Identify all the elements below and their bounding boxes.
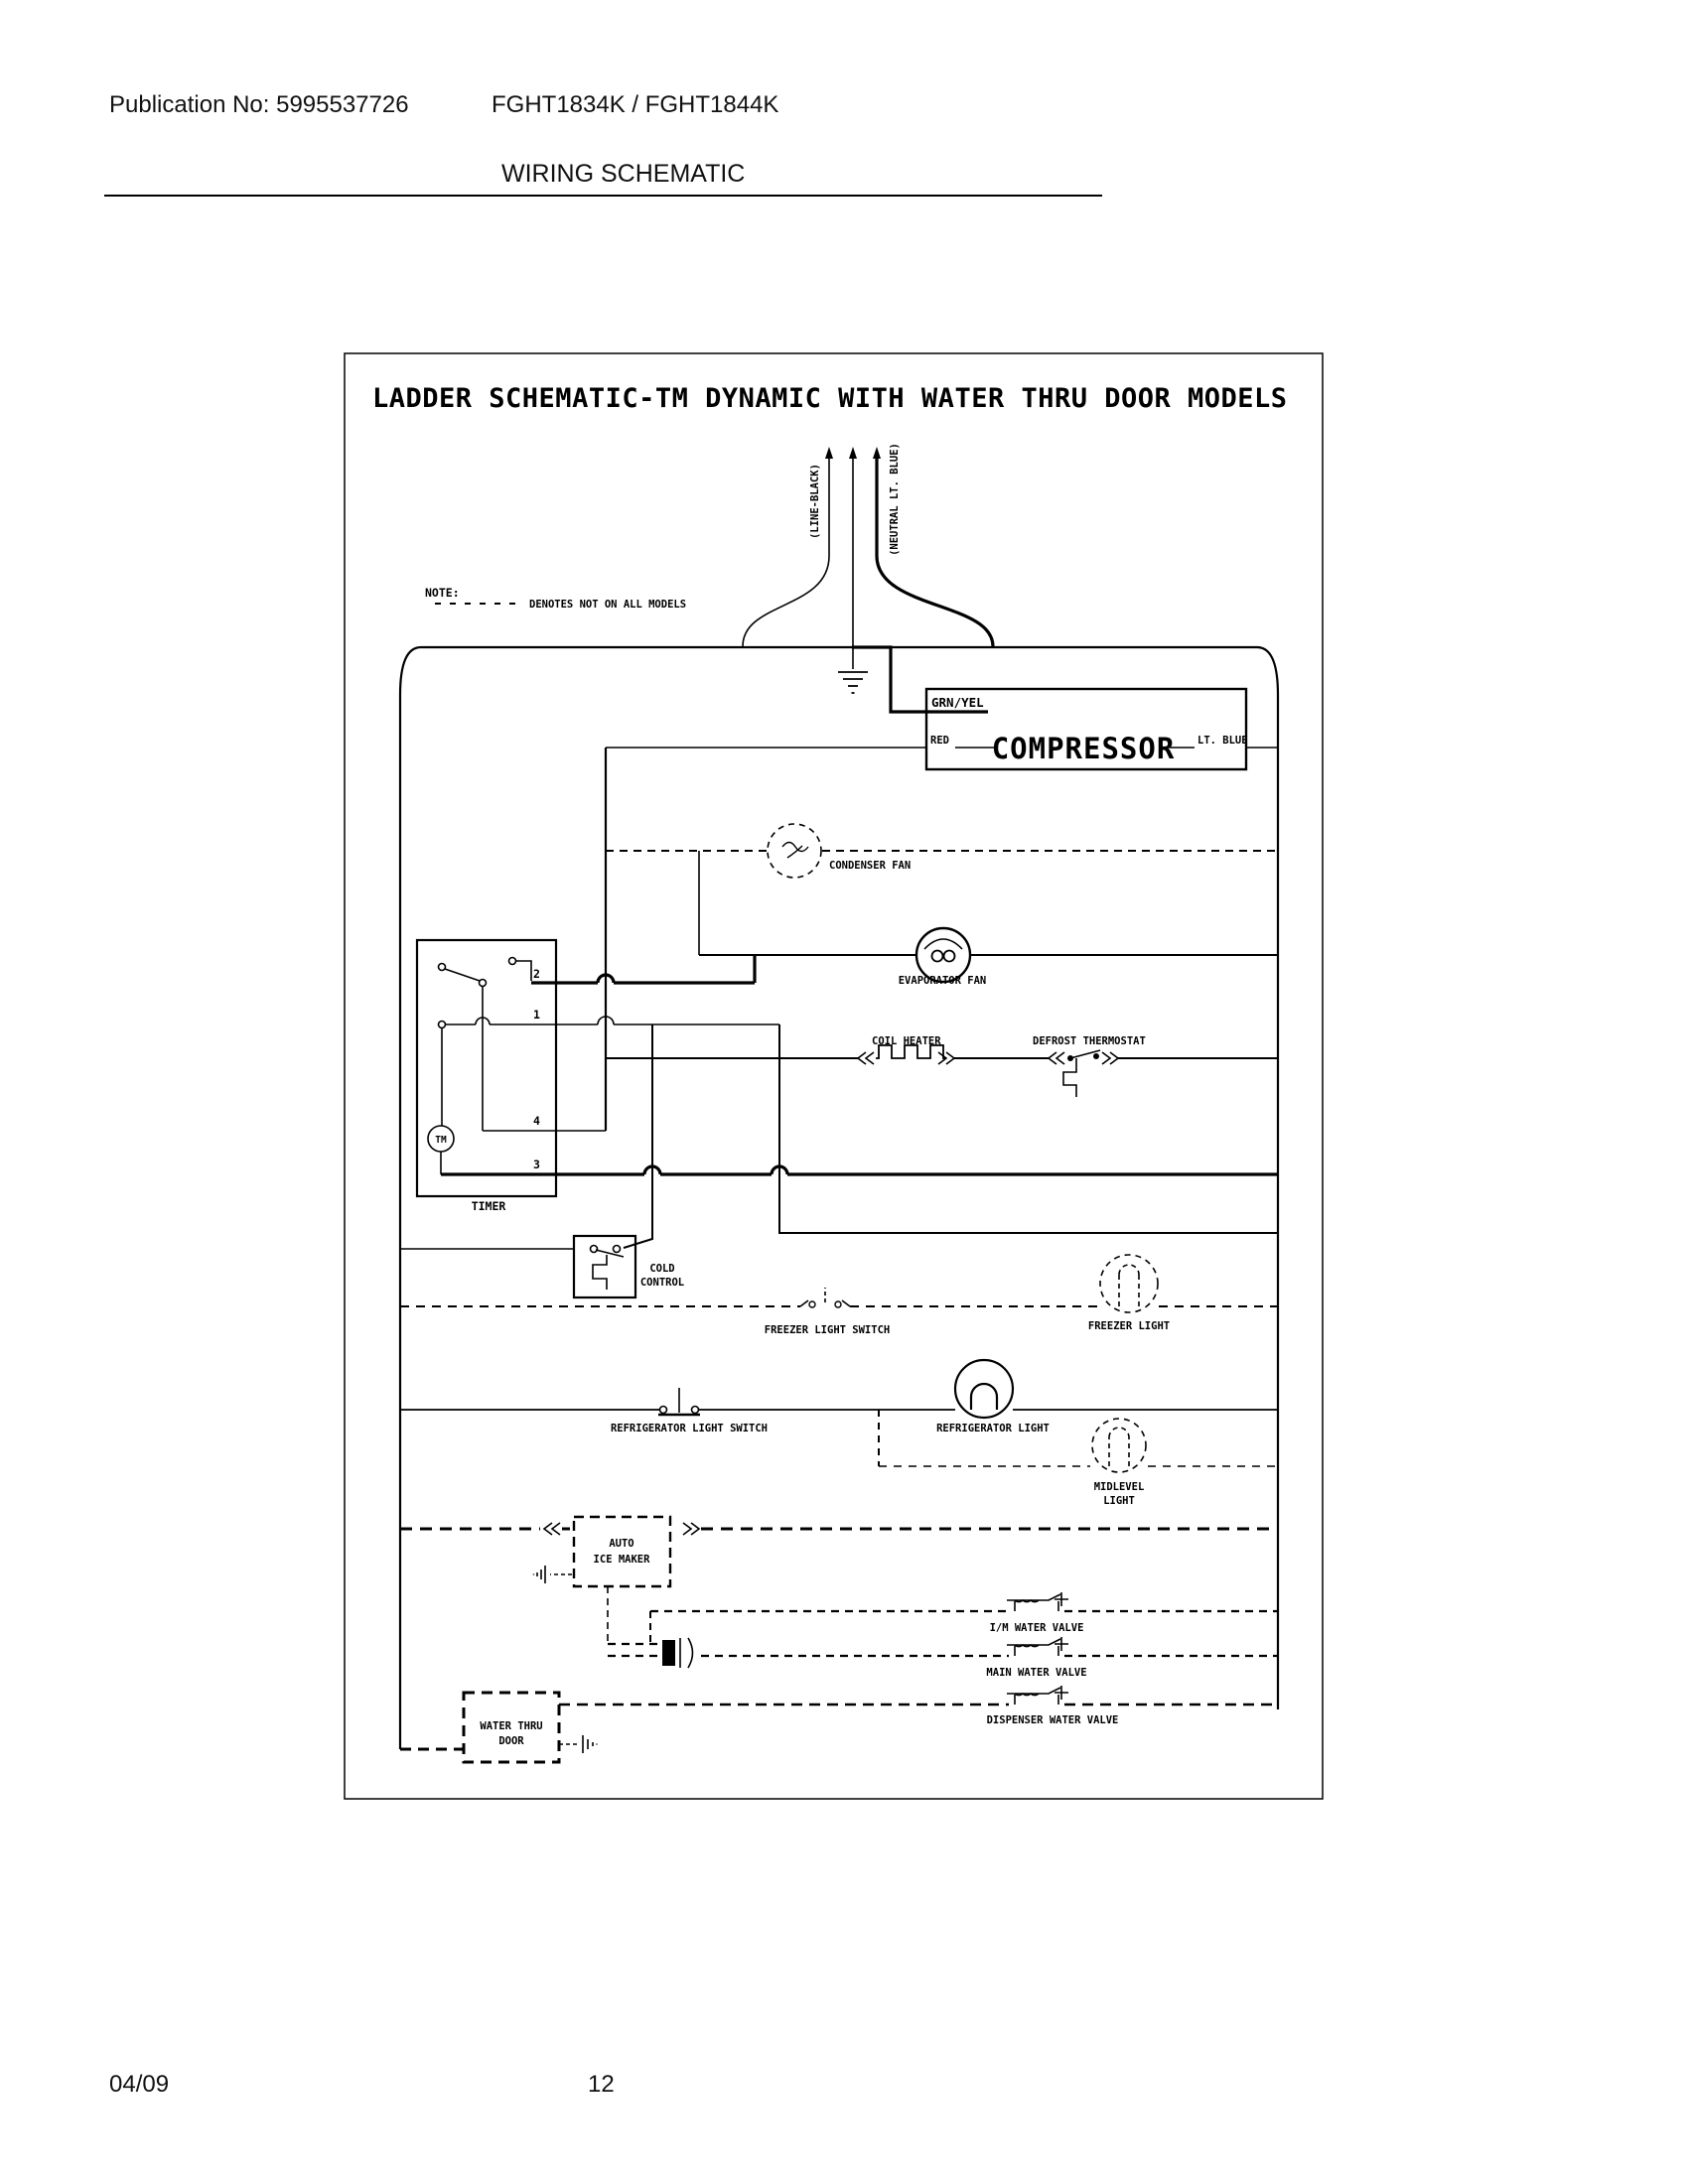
grn-yel-label: GRN/YEL bbox=[931, 695, 984, 710]
model-numbers: FGHT1834K / FGHT1844K bbox=[492, 91, 779, 118]
coil-heater-label: COIL HEATER bbox=[872, 1035, 941, 1047]
water-thru-door-ground-icon bbox=[583, 1735, 597, 1753]
im-water-valve-label: I/M WATER VALVE bbox=[989, 1622, 1084, 1634]
refrigerator-light-row bbox=[400, 1360, 1278, 1466]
supply-wires bbox=[743, 447, 993, 712]
harness-connector-icon bbox=[662, 1640, 675, 1666]
timer bbox=[417, 940, 1278, 1248]
cold-control-bellows bbox=[593, 1255, 607, 1290]
refrigerator-light-label: REFRIGERATOR LIGHT bbox=[936, 1423, 1050, 1434]
condenser-fan-row bbox=[606, 824, 1278, 878]
refrigerator-light-switch-label: REFRIGERATOR LIGHT SWITCH bbox=[610, 1423, 769, 1434]
cold-control-box bbox=[574, 1236, 635, 1297]
freezer-light-row bbox=[400, 1255, 1278, 1312]
compressor-label: COMPRESSOR bbox=[991, 732, 1176, 765]
dispenser-water-valve-label: DISPENSER WATER VALVE bbox=[986, 1714, 1119, 1726]
evaporator-fan-row bbox=[699, 851, 1278, 982]
wire1-return bbox=[779, 1024, 1278, 1233]
midlevel-light-label-line2: LIGHT bbox=[1103, 1495, 1135, 1507]
water-valve-rows bbox=[559, 1592, 1278, 1705]
cold-control-label-line1: COLD bbox=[649, 1263, 675, 1275]
note-label: NOTE: bbox=[425, 586, 460, 600]
diagram-border bbox=[345, 353, 1323, 1799]
top-rail bbox=[400, 647, 1278, 695]
timer-terminal-2: 2 bbox=[533, 967, 540, 981]
midlevel-light-label-line1: MIDLEVEL bbox=[1093, 1481, 1145, 1493]
footer-page-number: 12 bbox=[588, 2071, 615, 2098]
ice-maker-row bbox=[400, 1517, 1278, 1644]
ladder-rails bbox=[400, 647, 1278, 1749]
connector-chevrons-icon bbox=[544, 1523, 560, 1535]
line-black-label: (LINE-BLACK) bbox=[809, 464, 821, 539]
main-water-valve-label: MAIN WATER VALVE bbox=[986, 1667, 1087, 1679]
footer-date: 04/09 bbox=[109, 2071, 170, 2098]
timer-terminal-3: 3 bbox=[533, 1158, 540, 1171]
timer-switch-blade bbox=[445, 969, 480, 981]
cold-control-label-line2: CONTROL bbox=[639, 1277, 685, 1289]
defrost-row bbox=[606, 1045, 1278, 1097]
connector-chevrons-icon bbox=[938, 1052, 954, 1064]
publication-number: Publication No: 5995537726 bbox=[109, 91, 409, 118]
freezer-light-icon bbox=[1100, 1255, 1158, 1312]
connector-chevrons-icon bbox=[1102, 1052, 1118, 1064]
water-thru-door-label-line2: DOOR bbox=[498, 1735, 524, 1747]
auto-ice-maker-label-line1: AUTO bbox=[609, 1538, 634, 1550]
water-thru-door-label-line1: WATER THRU bbox=[480, 1720, 543, 1732]
auto-ice-maker-label-line2: ICE MAKER bbox=[593, 1554, 650, 1566]
freezer-light-switch-label: FREEZER LIGHT SWITCH bbox=[764, 1324, 891, 1336]
ice-maker-ground-icon bbox=[534, 1566, 546, 1583]
note-text: DENOTES NOT ON ALL MODELS bbox=[529, 599, 687, 611]
page-title: WIRING SCHEMATIC bbox=[501, 160, 746, 188]
refrigerator-light-icon bbox=[955, 1360, 1013, 1418]
wire-hop-icon bbox=[476, 1017, 614, 1024]
condenser-fan-label: CONDENSER FAN bbox=[829, 860, 912, 872]
diagram-title: LADDER SCHEMATIC-TM DYNAMIC WITH WATER THRU DOOR MODELS bbox=[372, 383, 1288, 414]
condenser-fan-motor-icon bbox=[768, 824, 821, 878]
timer-label: TIMER bbox=[471, 1199, 506, 1213]
main-water-valve-icon bbox=[1007, 1637, 1068, 1656]
ground-symbol-icon bbox=[838, 672, 868, 693]
connector-chevrons-icon bbox=[858, 1052, 874, 1064]
timer-terminal-4: 4 bbox=[533, 1114, 540, 1128]
im-water-valve-icon bbox=[1007, 1592, 1068, 1611]
auto-ice-maker-box bbox=[574, 1517, 670, 1586]
connector-chevrons-icon bbox=[1049, 1052, 1064, 1064]
red-label: RED bbox=[930, 735, 949, 747]
defrost-thermostat-bellows bbox=[1063, 1058, 1076, 1097]
dispenser-water-valve-icon bbox=[1007, 1686, 1068, 1705]
neutral-lt-blue-label: (NEUTRAL LT. BLUE) bbox=[889, 443, 901, 556]
freezer-light-label: FREEZER LIGHT bbox=[1087, 1320, 1171, 1332]
evaporator-fan-label: EVAPORATOR FAN bbox=[898, 975, 987, 987]
midlevel-light-icon bbox=[1092, 1419, 1146, 1472]
connector-chevrons-icon bbox=[683, 1523, 699, 1535]
defrost-thermostat-label: DEFROST THERMOSTAT bbox=[1033, 1035, 1146, 1047]
cold-control bbox=[400, 1236, 635, 1297]
timer-motor-label: TM bbox=[435, 1135, 447, 1146]
timer-terminal-1: 1 bbox=[533, 1008, 540, 1022]
lt-blue-label: LT. BLUE bbox=[1197, 735, 1248, 747]
timer-wire-2 bbox=[531, 955, 755, 983]
